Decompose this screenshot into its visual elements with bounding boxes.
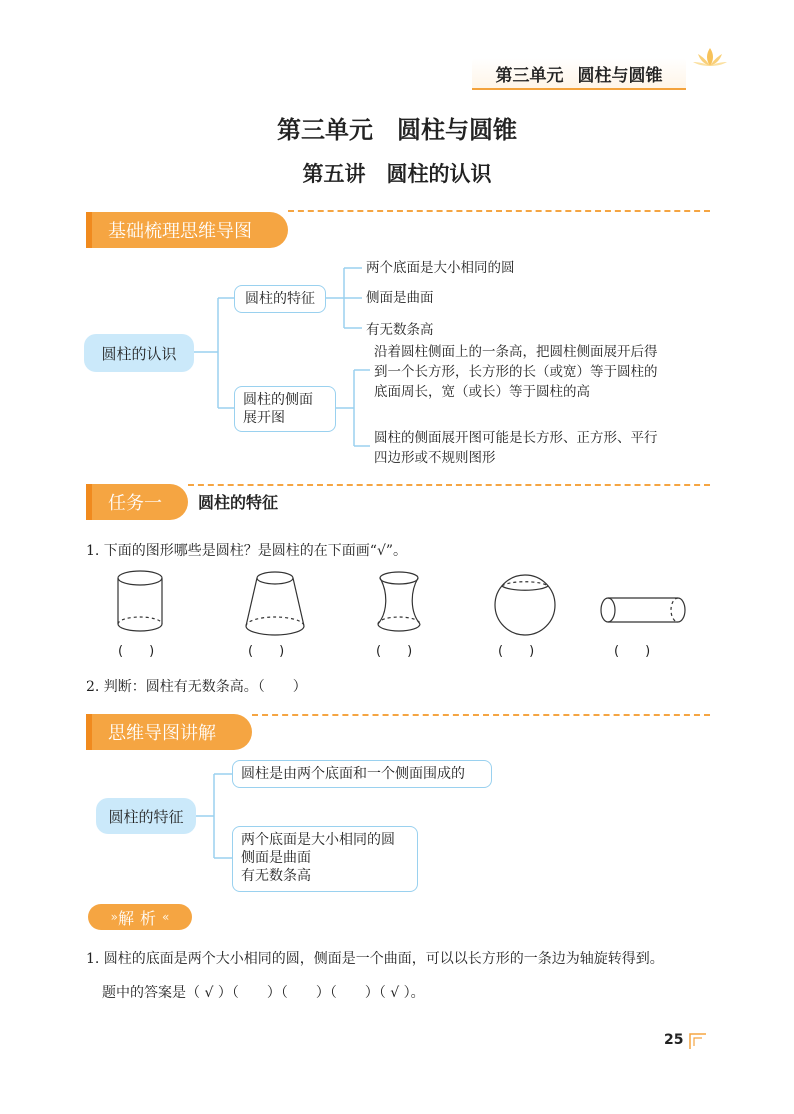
task-title: 圆柱的特征	[198, 493, 279, 512]
unfold-item-2-line: 四边形或不规则图形	[374, 450, 496, 466]
mindmap-root-label: 圆柱的认识	[101, 344, 177, 363]
section-banner-label: 基础梳理思维导图	[108, 221, 252, 242]
mindmap2-box-definition	[232, 760, 492, 788]
box-feature-line: 有无数条高	[241, 868, 311, 884]
answer-blank[interactable]: ( )	[498, 644, 535, 659]
page-number: 25	[664, 1032, 684, 1048]
feature-item: 两个底面是大小相同的圆	[366, 260, 515, 276]
unfold-item-1-line: 到一个长方形，长方形的长（或宽）等于圆柱的	[374, 364, 658, 380]
task-banner	[86, 484, 188, 520]
answer-blank[interactable]: ( )	[248, 644, 285, 659]
mindmap2-root	[96, 798, 196, 834]
analysis-line-2: 题中的答案是（ √ ）（ ）（ ）（ ）（ √ ）。	[102, 985, 425, 1001]
unit-title: 第三单元 圆柱与圆锥	[277, 116, 517, 144]
shape-hourglass-icon	[374, 568, 424, 634]
shape-frustum-icon	[240, 568, 310, 638]
section-banner-label: 思维导图讲解	[108, 723, 216, 744]
unfold-item-1-line: 底面周长，宽（或长）等于圆柱的高	[374, 384, 590, 400]
analysis-line-1: 1. 圆柱的底面是两个大小相同的圆，侧面是一个曲面，可以以长方形的一条边为轴旋转得到。	[86, 951, 664, 967]
answer-blank[interactable]: ( )	[118, 644, 155, 659]
branch-unfold-label-line2: 展开图	[243, 410, 285, 426]
box-feature-line: 侧面是曲面	[241, 850, 311, 866]
dashed-divider	[188, 484, 710, 486]
analysis-badge	[88, 904, 192, 930]
dashed-divider	[252, 714, 710, 716]
mindmap-branch-unfold	[234, 386, 336, 432]
page-corner-icon	[688, 1032, 708, 1050]
mindmap2-box-features	[232, 826, 418, 892]
box-definition-text: 圆柱是由两个底面和一个侧面围成的	[241, 766, 465, 782]
unfold-item-1-line: 沿着圆柱侧面上的一条高，把圆柱侧面展开后得	[374, 344, 658, 360]
question-2: 2. 判断：圆柱有无数条高。（ ）	[86, 679, 307, 695]
chevron-right-icon: »	[110, 910, 118, 924]
shape-sphere-icon	[490, 572, 560, 638]
mindmap2-root-label: 圆柱的特征	[108, 807, 184, 826]
unfold-item-1	[374, 342, 658, 402]
section-banner-explanation	[86, 714, 252, 750]
header-topic: 圆柱与圆锥	[577, 65, 663, 86]
shape-horizontal-cylinder-icon	[598, 594, 690, 628]
question-1: 1. 下面的图形哪些是圆柱？是圆柱的在下面画“√”。	[86, 543, 408, 559]
answer-blank[interactable]: ( )	[614, 644, 651, 659]
feature-item: 侧面是曲面	[366, 290, 434, 306]
task-banner-label: 任务一	[108, 493, 162, 514]
branch-features-label: 圆柱的特征	[245, 291, 315, 307]
mindmap-branch-features	[234, 285, 326, 313]
analysis-label: 解析	[117, 908, 162, 928]
branch-unfold-label-line1: 圆柱的侧面	[243, 392, 313, 408]
feature-item: 有无数条高	[366, 322, 434, 338]
header-unit: 第三单元	[495, 65, 564, 86]
answer-blank[interactable]: ( )	[376, 644, 413, 659]
mindmap-root	[84, 334, 194, 372]
chevron-left-icon: «	[162, 910, 170, 924]
unfold-item-2-line: 圆柱的侧面展开图可能是长方形、正方形、平行	[374, 430, 658, 446]
unfold-item-2	[374, 428, 658, 468]
shape-cylinder-icon	[110, 568, 170, 634]
lesson-title: 第五讲 圆柱的认识	[302, 162, 492, 186]
box-feature-line: 两个底面是大小相同的圆	[241, 832, 395, 848]
